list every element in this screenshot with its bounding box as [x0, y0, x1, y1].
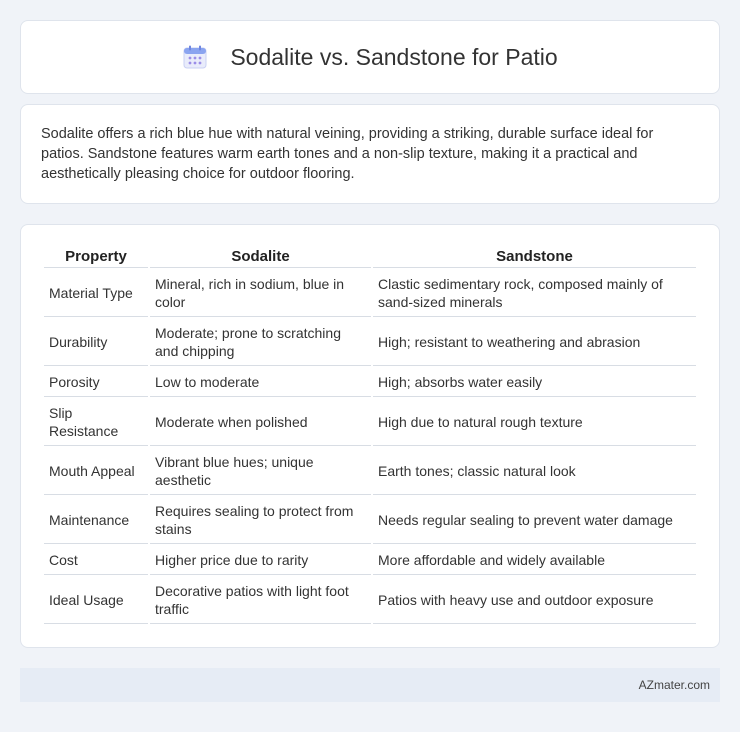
table-row: [44, 497, 696, 544]
table-card: [20, 224, 720, 648]
table-row: [44, 546, 696, 575]
cell-property: Slip Resistance: [44, 399, 148, 446]
header-sandstone: Sandstone: [373, 247, 696, 268]
table-row: [44, 399, 696, 446]
cell-sodalite: Higher price due to rarity: [150, 546, 371, 575]
cell-property: Mouth Appeal: [44, 448, 148, 495]
table-row: [44, 319, 696, 366]
cell-sandstone: High; absorbs water easily: [373, 368, 696, 397]
table-row: [44, 577, 696, 624]
cell-sandstone: Clastic sedimentary rock, composed mainly of sand-sized minerals: [373, 270, 696, 317]
cell-property: Cost: [44, 546, 148, 575]
footer: [20, 668, 720, 702]
table-row: [44, 270, 696, 317]
calendar-icon: [182, 44, 208, 70]
page-title: Sodalite vs. Sandstone for Patio: [230, 43, 558, 70]
header-property: Property: [44, 247, 148, 268]
cell-sodalite: Moderate; prone to scratching and chipping: [150, 319, 371, 366]
cell-sandstone: More affordable and widely available: [373, 546, 696, 575]
title-wrap: [182, 44, 557, 71]
cell-sodalite: Decorative patios with light foot traffic: [150, 577, 371, 624]
cell-property: Durability: [44, 319, 148, 366]
cell-sodalite: Requires sealing to protect from stains: [150, 497, 371, 544]
summary-text: Sodalite offers a rich blue hue with natural veining, providing a striking, durable surface ideal for patios. Sandstone features warm earth tones and a non-slip texture, making it a practical and aesthetically pleasing choice for outdoor flooring.: [41, 126, 654, 182]
cell-sandstone: Needs regular sealing to prevent water damage: [373, 497, 696, 544]
cell-sandstone: Earth tones; classic natural look: [373, 448, 696, 495]
cell-sodalite: Moderate when polished: [150, 399, 371, 446]
table-row: [44, 368, 696, 397]
title-card: [20, 20, 720, 94]
summary-card: [20, 104, 720, 204]
footer-brand: AZmater.com: [638, 678, 710, 692]
cell-sodalite: Mineral, rich in sodium, blue in color: [150, 270, 371, 317]
cell-sandstone: High due to natural rough texture: [373, 399, 696, 446]
cell-property: Maintenance: [44, 497, 148, 544]
cell-property: Material Type: [44, 270, 148, 317]
cell-sandstone: Patios with heavy use and outdoor exposure: [373, 577, 696, 624]
comparison-table: [42, 245, 698, 626]
cell-sodalite: Vibrant blue hues; unique aesthetic: [150, 448, 371, 495]
header-sodalite: Sodalite: [150, 247, 371, 268]
table-header-row: [44, 247, 696, 268]
table-row: [44, 448, 696, 495]
cell-sodalite: Low to moderate: [150, 368, 371, 397]
cell-property: Porosity: [44, 368, 148, 397]
cell-sandstone: High; resistant to weathering and abrasion: [373, 319, 696, 366]
cell-property: Ideal Usage: [44, 577, 148, 624]
